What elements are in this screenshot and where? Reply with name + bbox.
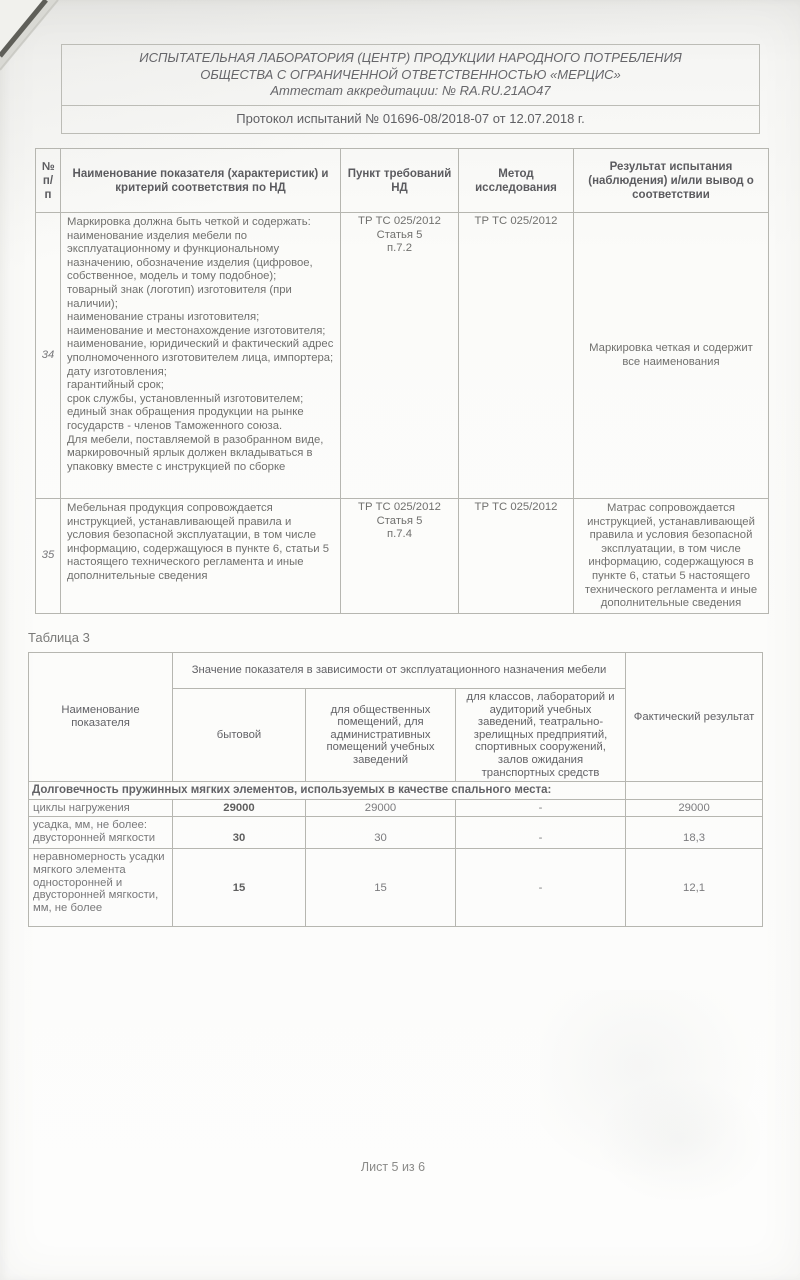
col-header-num: № п/п bbox=[36, 149, 61, 213]
section-row bbox=[29, 782, 763, 800]
indicator-name: Мебельная продукция сопровождается инструкцией, устанавливающей правила и условия безопасной эксплуатации, в том числе информацию, содержащуюся в пункте 6, статьи 5 настоящего технического регламента и иные дополнительные сведения bbox=[61, 499, 341, 614]
table3-caption: Таблица 3 bbox=[28, 630, 90, 645]
research-method: ТР ТС 025/2012 bbox=[459, 499, 574, 614]
group-header-purpose: Значение показателя в зависимости от эксплуатационного назначения мебели bbox=[173, 653, 626, 689]
value-classes: - bbox=[456, 817, 626, 849]
value-household: 15 bbox=[173, 849, 306, 927]
test-result: Матрас сопровождается инструкцией, устанавливающей правила и условия безопасной эксплуатации, в том числе информацию, содержащуюся в пункте 6, статьи 5 настоящего технического регламента и иные дополнительные сведения bbox=[574, 499, 769, 614]
value-actual: 29000 bbox=[626, 799, 763, 817]
col-header-indicator: Наименование показателя bbox=[29, 653, 173, 782]
indicator-name: Маркировка должна быть четкой и содержать: наименование изделия мебели по эксплуатационному и функциональному назначению, обозначение изделия (цифровое, собственное, модель и тому подобное); товарный знак (логотип) изготовителя (при наличии); наименование страны изготовителя; наименование и местонахождение изготовителя; наименование, юридический и фактический адрес уполномоченного изготовителем лица, импортера; дату изготовления; гарантийный срок; срок службы, установленный изготовителем; единый знак обращения продукции на рынке государств - членов Таможенного союза. Для мебели, поставляемой в разобранном виде, маркировочный ярлык должен вкладываться в упаковку вместе с инструкцией по сборке bbox=[61, 213, 341, 499]
section-title: Долговечность пружинных мягких элементов, используемых в качестве спального места: bbox=[29, 782, 626, 800]
row-number: 34 bbox=[36, 213, 61, 499]
lab-header-box bbox=[61, 44, 760, 106]
table-header-row bbox=[36, 149, 769, 213]
protocol-title: Протокол испытаний № 01696-08/2018-07 от 12.07.2018 г. bbox=[236, 111, 585, 126]
col-header-public: для общественных помещений, для административных помещений учебных заведений bbox=[306, 689, 456, 782]
col-header-household: бытовой bbox=[173, 689, 306, 782]
col-header-actual: Фактический результат bbox=[626, 653, 763, 782]
empty-cell bbox=[626, 782, 763, 800]
scan-smudge bbox=[600, 1080, 760, 1200]
col-header-clause: Пункт требований НД bbox=[341, 149, 459, 213]
col-header-result: Результат испытания (наблюдения) и/или вывод о соответствии bbox=[574, 149, 769, 213]
page-footer bbox=[0, 1160, 786, 1174]
requirement-clause: ТР ТС 025/2012 Статья 5 п.7.4 bbox=[341, 499, 459, 614]
requirement-clause: ТР ТС 025/2012 Статья 5 п.7.2 bbox=[341, 213, 459, 499]
col-header-method: Метод исследования bbox=[459, 149, 574, 213]
accreditation-line: Аттестат аккредитации: № RA.RU.21АО47 bbox=[270, 83, 551, 99]
col-header-classes: для классов, лабораторий и аудиторий учебных заведений, театрально-зрелищных предприятий, спортивных сооружений, залов ожидания транспортных средств bbox=[456, 689, 626, 782]
value-actual: 18,3 bbox=[626, 817, 763, 849]
table-row bbox=[36, 499, 769, 614]
table-row bbox=[29, 817, 763, 849]
page-number-label: Лист 5 из 6 bbox=[360, 1160, 426, 1174]
group-header-row bbox=[29, 653, 763, 689]
indicator-name: неравномерность усадки мягкого элемента односторонней и двусторонней мягкости, мм, не более bbox=[29, 849, 173, 927]
durability-table bbox=[28, 652, 763, 927]
value-public: 29000 bbox=[306, 799, 456, 817]
indicator-name: циклы нагружения bbox=[29, 799, 173, 817]
table-row bbox=[36, 213, 769, 499]
value-classes: - bbox=[456, 799, 626, 817]
indicator-name: усадка, мм, не более: двусторонней мягкости bbox=[29, 817, 173, 849]
table-row bbox=[29, 799, 763, 817]
protocol-title-box bbox=[61, 104, 760, 134]
table-row bbox=[29, 849, 763, 927]
value-public: 15 bbox=[306, 849, 456, 927]
value-household: 30 bbox=[173, 817, 306, 849]
value-household: 29000 bbox=[173, 799, 306, 817]
col-header-name: Наименование показателя (характеристик) и критерий соответствия по НД bbox=[61, 149, 341, 213]
test-results-table bbox=[35, 148, 769, 614]
row-number: 35 bbox=[36, 499, 61, 614]
test-result: Маркировка четкая и содержит все наименования bbox=[574, 213, 769, 499]
value-classes: - bbox=[456, 849, 626, 927]
lab-title-line2: ОБЩЕСТВА С ОГРАНИЧЕННОЙ ОТВЕТСТВЕННОСТЬЮ «МЕРЦИС» bbox=[200, 66, 621, 82]
value-public: 30 bbox=[306, 817, 456, 849]
research-method: ТР ТС 025/2012 bbox=[459, 213, 574, 499]
lab-title-line1: ИСПЫТАТЕЛЬНАЯ ЛАБОРАТОРИЯ (ЦЕНТР) ПРОДУКЦИИ НАРОДНОГО ПОТРЕБЛЕНИЯ bbox=[139, 50, 682, 66]
value-actual: 12,1 bbox=[626, 849, 763, 927]
